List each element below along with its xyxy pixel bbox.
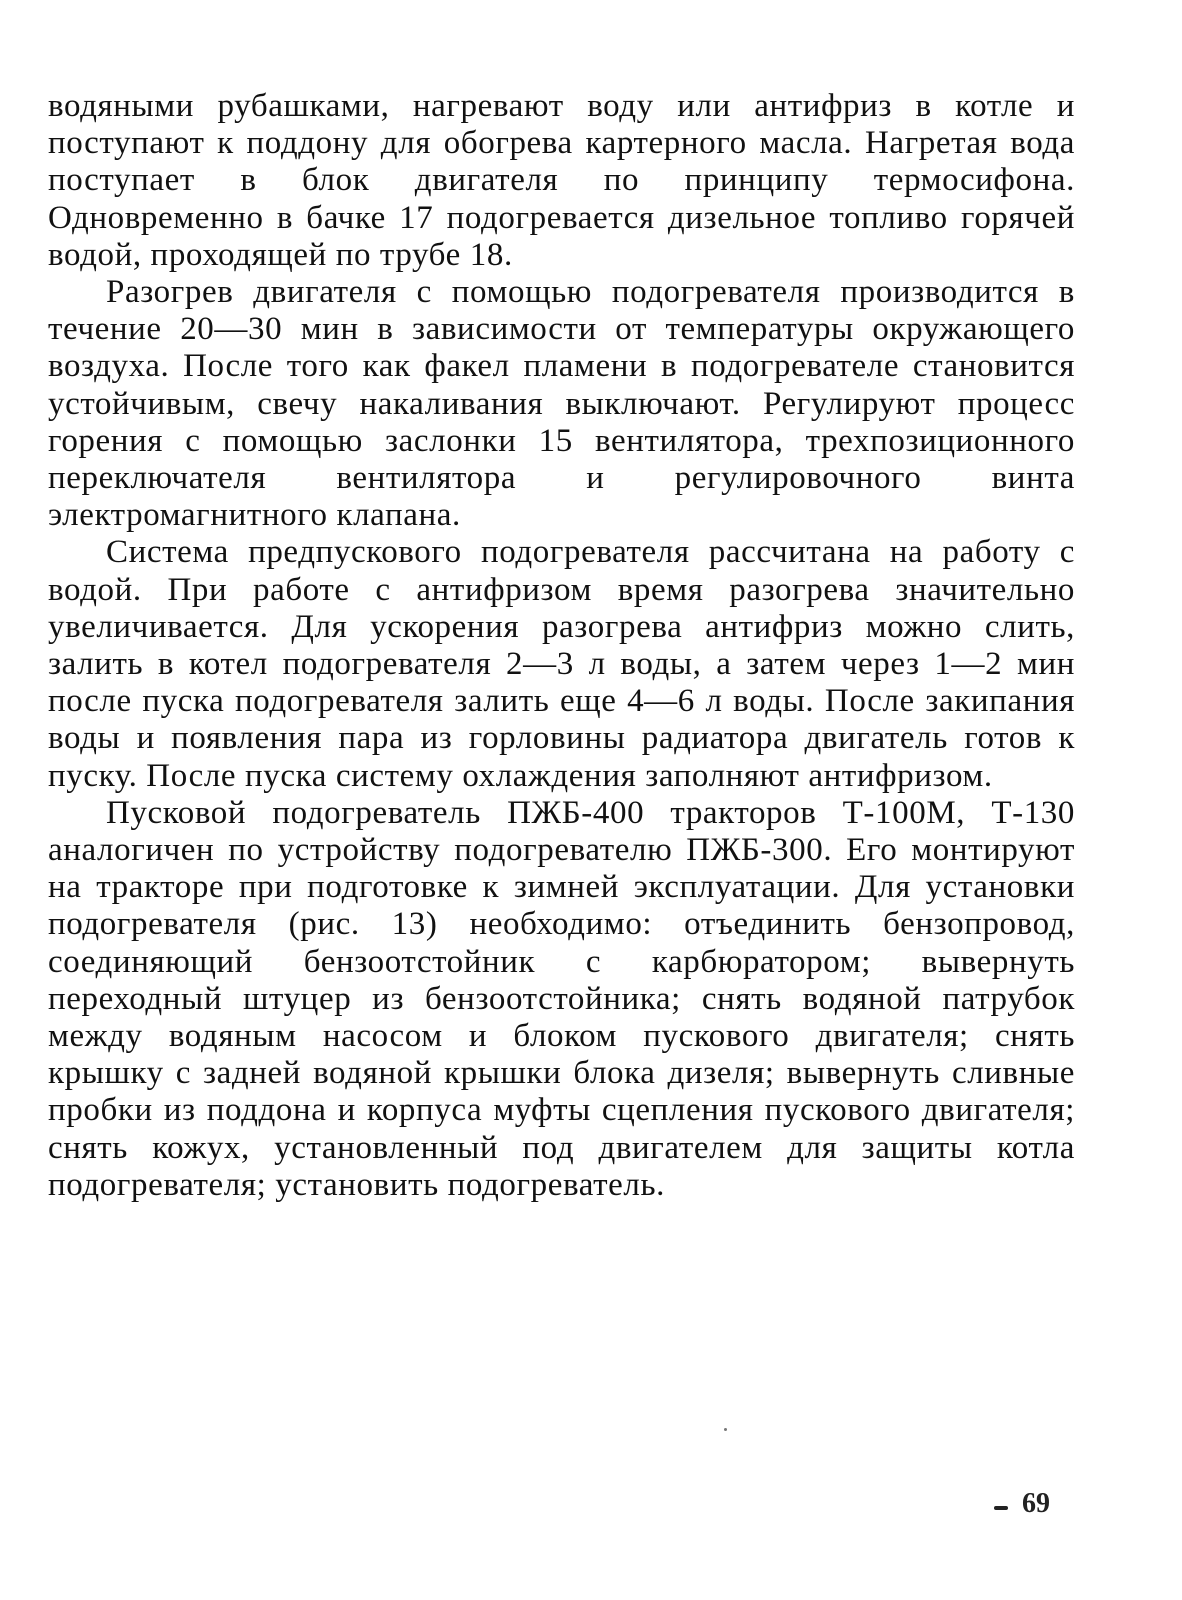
paragraph-1: водяными рубашками, нагревают воду или антифриз в котле и поступают к поддону для обогрева картерного масла. Нагретая вода поступает в блок двигателя по принципу термосифона. Одновременно в бачке 17 подогревается дизельное топливо горячей водой, проходящей по трубе 18. <box>48 88 1075 273</box>
page-body <box>48 88 1075 1204</box>
page-footer <box>0 1488 1182 1528</box>
paragraph-2: Разогрев двигателя с помощью подогревателя производится в течение 20—30 мин в зависимости от температуры окружающего воздуха. После того как факел пламени в подогревателе становится устойчивым, свечу накаливания выключают. Регулируют процесс горения с помощью заслонки 15 вентилятора, трехпозиционного переключателя вентилятора и регулировочного винта электромагнитного клапана. <box>48 274 1075 534</box>
paragraph-4: Пусковой подогреватель ПЖБ-400 тракторов Т-100М, Т-130 аналогичен по устройству подогревателю ПЖБ-300. Его монтируют на тракторе при подготовке к зимней эксплуатации. Для установки подогревателя (рис. 13) необходимо: отъединить бензопровод, соединяющий бензоотстойник с карбюратором; вывернуть переходный штуцер из бензоотстойника; снять водяной патрубок между водяным насосом и блоком пускового двигателя; снять крышку с задней водяной крышки блока дизеля; вывернуть сливные пробки из поддона и корпуса муфты сцепления пускового двигателя; снять кожух, установленный под двигателем для защиты котла подогревателя; установить подогреватель. <box>48 794 1075 1203</box>
print-speck <box>724 1428 727 1431</box>
paragraph-3: Система предпускового подогревателя рассчитана на работу с водой. При работе с антифризом время разогрева значительно увеличивается. Для ускорения разогрева антифриз можно слить, залить в котел подогревателя 2—3 л воды, а затем через 1—2 мин после пуска подогревателя залить еще 4—6 л воды. После закипания воды и появления пара из горловины радиатора двигатель готов к пуску. После пуска систему охлаждения заполняют антифризом. <box>48 534 1075 794</box>
page-number: 69 <box>1022 1488 1050 1519</box>
dash-mark-icon <box>994 1506 1008 1510</box>
